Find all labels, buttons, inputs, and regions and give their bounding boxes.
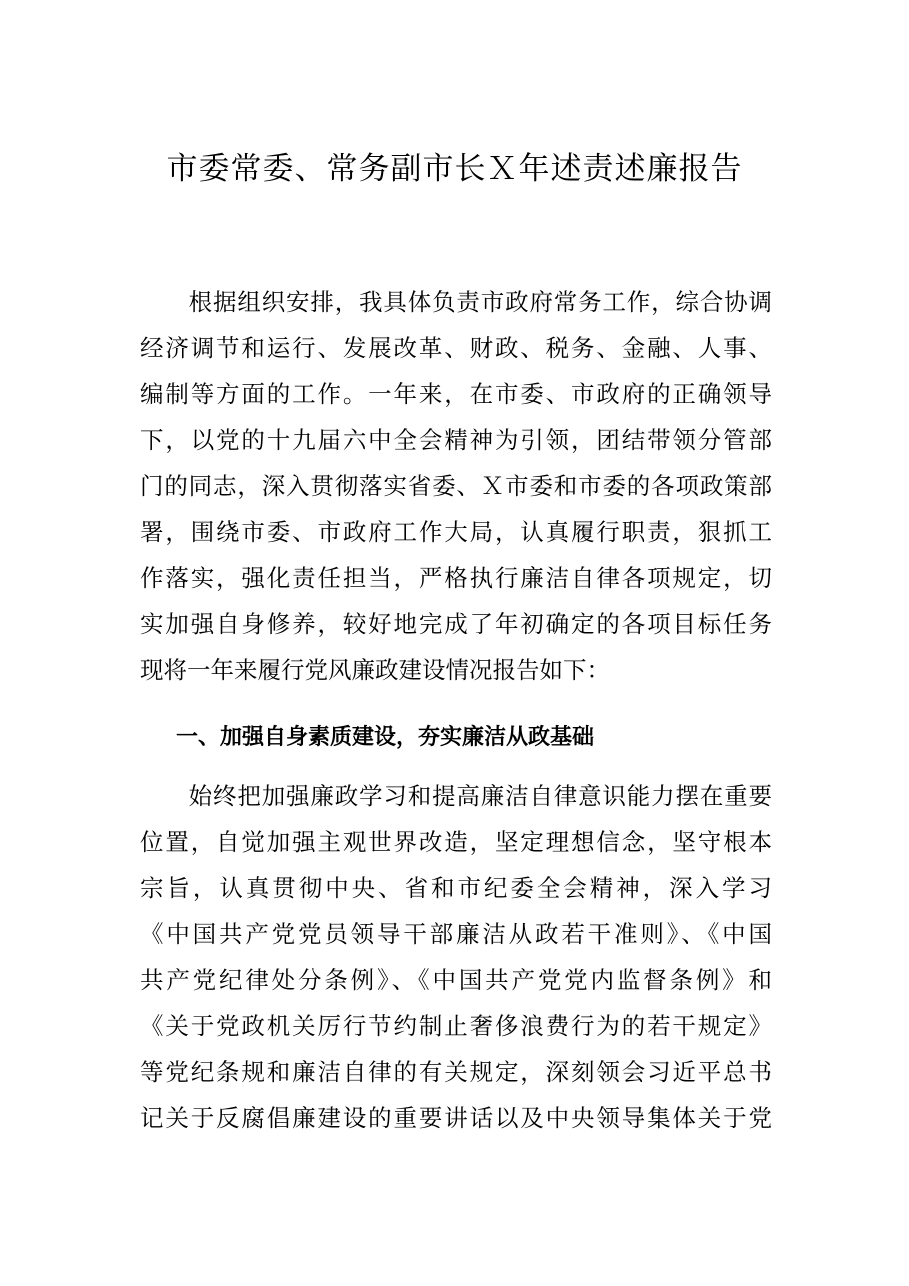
- paragraph-1-line-3: 编制等方面的工作。一年来，在市委、市政府的正确领导: [140, 380, 772, 408]
- paragraph-2-line-3: 宗旨，认真贯彻中央、省和市纪委全会精神，深入学习: [140, 874, 772, 902]
- paragraph-1-line-8: 实加强自身修养，较好地完成了年初确定的各项目标任务: [140, 610, 772, 638]
- paragraph-1-line-4: 下，以党的十九届六中全会精神为引领，团结带领分管部: [140, 426, 772, 454]
- paragraph-1-line-6: 署，围绕市委、市政府工作大局，认真履行职责，狠抓工: [140, 518, 772, 546]
- paragraph-2-line-2: 位置，自觉加强主观世界改造，坚定理想信念，坚守根本: [140, 828, 772, 856]
- paragraph-2-line-8: 记关于反腐倡廉建设的重要讲话以及中央领导集体关于党: [140, 1104, 772, 1132]
- section-1-heading: 一、加强自身素质建设，夯实廉洁从政基础: [176, 725, 595, 750]
- paragraph-2-line-6: 《关于党政机关厉行节约制止奢侈浪费行为的若干规定》: [140, 1012, 772, 1040]
- paragraph-1-line-7: 作落实，强化责任担当，严格执行廉洁自律各项规定，切: [140, 564, 772, 592]
- paragraph-1-line-1: 根据组织安排，我具体负责市政府常务工作，综合协调: [140, 288, 772, 316]
- paragraph-2-line-1: 始终把加强廉政学习和提高廉洁自律意识能力摆在重要: [140, 782, 772, 810]
- paragraph-1-line-2: 经济调节和运行、发展改革、财政、税务、金融、人事、: [140, 334, 772, 362]
- document-title: 市委常委、常务副市长Ｘ年述责述廉报告: [166, 151, 743, 187]
- paragraph-1-line-5: 门的同志，深入贯彻落实省委、Ｘ市委和市委的各项政策部: [140, 472, 772, 500]
- paragraph-2-line-5: 共产党纪律处分条例》、《中国共产党党内监督条例》和: [140, 966, 772, 994]
- paragraph-2-line-4: 《中国共产党党员领导干部廉洁从政若干准则》、《中国: [140, 920, 772, 948]
- paragraph-2-line-7: 等党纪条规和廉洁自律的有关规定，深刻领会习近平总书: [140, 1058, 772, 1086]
- paragraph-1-line-9: 现将一年来履行党风廉政建设情况报告如下：: [140, 656, 610, 684]
